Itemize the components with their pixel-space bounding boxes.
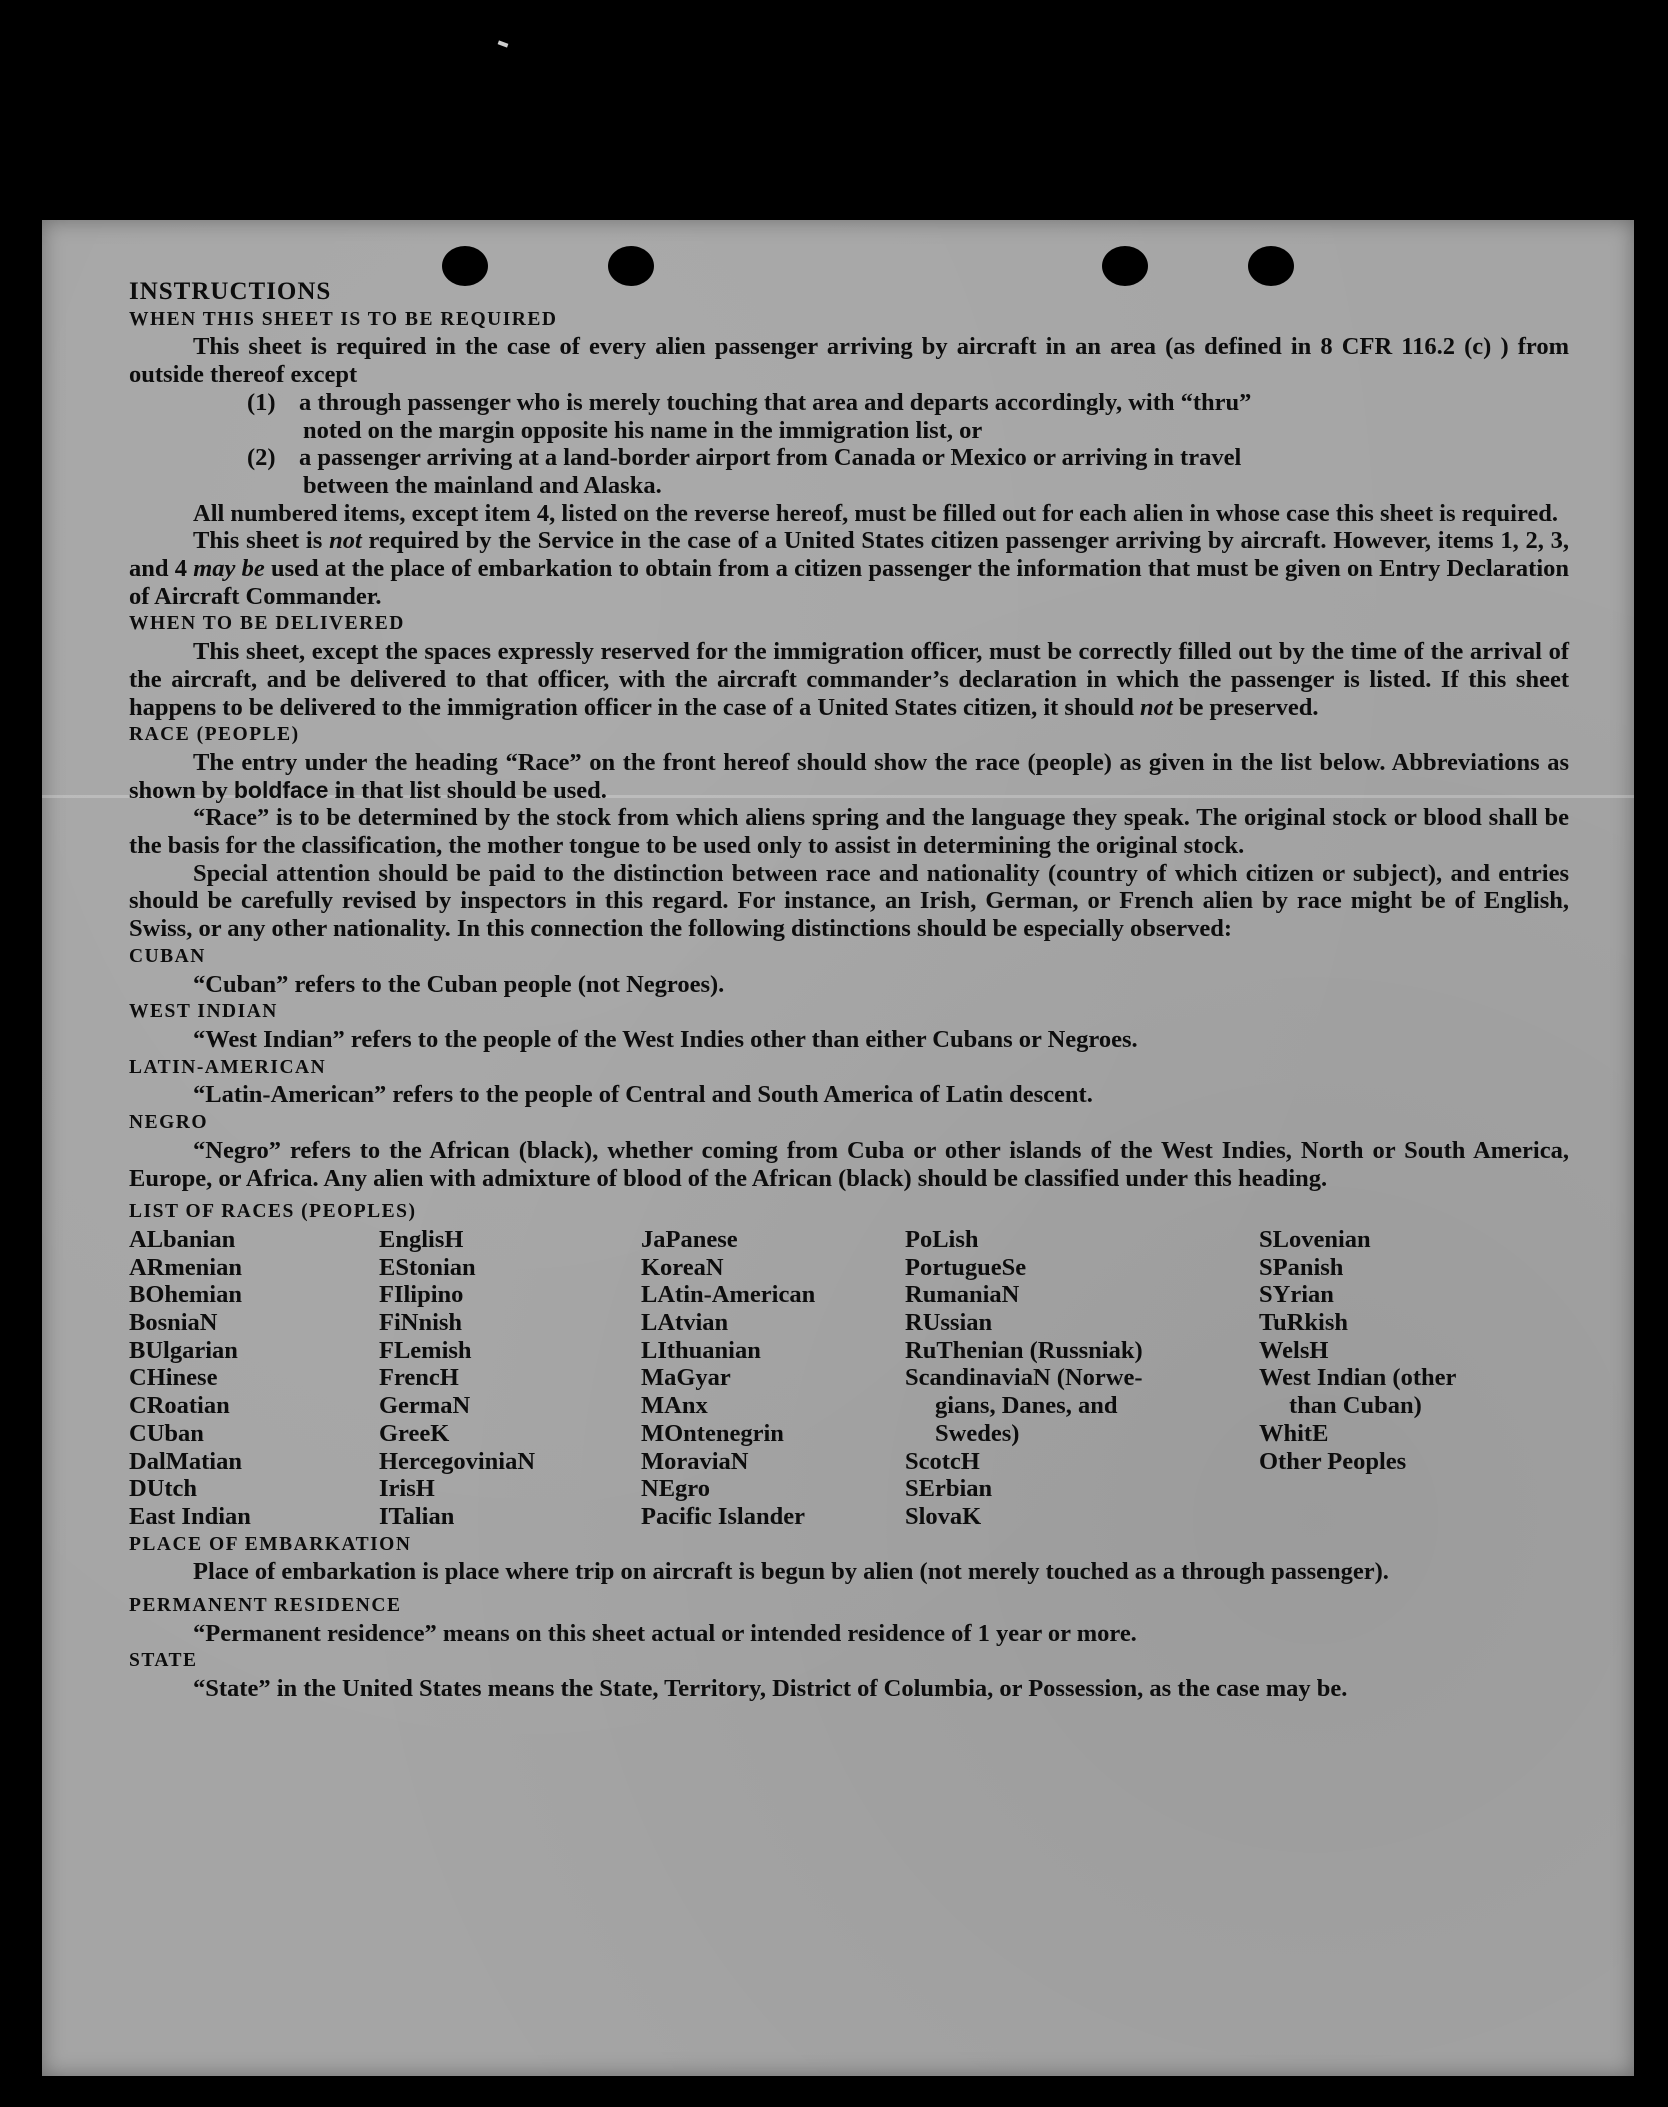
race-column	[905, 1226, 1259, 1531]
paragraph: All numbered items, except item 4, listed on the reverse hereof, must be filled out for each alien in whose case this sheet is required.	[193, 499, 1559, 527]
item-number: (1)	[247, 388, 276, 416]
race-item: LIthuanian	[641, 1336, 761, 1364]
text: be preserved.	[1172, 693, 1319, 721]
race-item: BosniaN	[129, 1309, 218, 1337]
race-item: NEgro	[641, 1475, 710, 1503]
numbered-item	[247, 444, 1569, 499]
race-item: RUssian	[905, 1309, 993, 1337]
paragraph: Special attention should be paid to the distinction between race and nationality (country of which citizen or subject), and entries should be carefully revised by inspectors in this regard. For instance, an Irish, German, or French alien by race might be of English, Swiss, or any other nationality. In this connection the following distinctions should be especially observed:	[129, 859, 1569, 943]
race-item: FiNnish	[379, 1309, 463, 1337]
race-item: SPanish	[1259, 1253, 1344, 1281]
race-item: SLovenian	[1259, 1225, 1371, 1253]
race-item: gians, Danes, and	[935, 1392, 1118, 1420]
race-item: WelsH	[1259, 1336, 1329, 1364]
race-column	[379, 1226, 641, 1531]
race-item: Pacific Islander	[641, 1502, 805, 1530]
race-item: ScotcH	[905, 1447, 980, 1475]
document-sheet	[42, 220, 1634, 2076]
race-item: DUtch	[129, 1475, 198, 1503]
paragraph: “Negro” refers to the African (black), whether coming from Cuba or other islands of the West Indies, North or South America, Europe, or Africa. Any alien with admixture of blood of the African (black) should be classified under this heading.	[129, 1136, 1569, 1192]
race-item: than Cuban)	[1289, 1392, 1422, 1420]
section-heading-negro: NEGRO	[129, 1112, 209, 1134]
race-item: ARmenian	[129, 1253, 242, 1281]
race-item: FrencH	[379, 1364, 459, 1392]
race-item: RumaniaN	[905, 1281, 1020, 1309]
race-item: East Indian	[129, 1502, 251, 1530]
race-item: IrisH	[379, 1475, 435, 1503]
race-item: LAtvian	[641, 1309, 729, 1337]
item-text: a passenger arriving at a land-border airport from Canada or Mexico or arriving in travel	[299, 444, 1242, 472]
paragraph: This sheet is required in the case of every alien passenger arriving by aircraft in an area (as defined in 8 CFR 116.2 (c) ) from outside thereof except	[129, 333, 1569, 389]
race-item: FLemish	[379, 1336, 472, 1364]
race-item: KoreaN	[641, 1253, 724, 1281]
emphasis: may be	[193, 555, 265, 583]
numbered-item	[247, 389, 1569, 444]
section-heading-list-of-races: LIST OF RACES (PEOPLES)	[129, 1201, 417, 1223]
race-column	[641, 1226, 905, 1531]
section-heading-race: RACE (PEOPLE)	[129, 724, 300, 746]
paragraph	[129, 527, 1569, 610]
item-text: a through passenger who is merely touching that area and departs accordingly, with “thru”	[299, 388, 1252, 416]
race-item: HercegoviniaN	[379, 1447, 536, 1475]
race-item: RuThenian (Russniak)	[905, 1336, 1143, 1364]
race-item: EStonian	[379, 1253, 476, 1281]
paragraph: “West Indian” refers to the people of the West Indies other than either Cubans or Negroes.	[193, 1025, 1138, 1053]
paragraph: “State” in the United States means the State, Territory, District of Columbia, or Possession, as the case may be.	[193, 1675, 1348, 1703]
text: in that list should be used.	[328, 776, 607, 804]
paragraph: “Permanent residence” means on this sheet actual or intended residence of 1 year or more.	[193, 1619, 1137, 1647]
race-item: ITalian	[379, 1502, 455, 1530]
text: This sheet, except the spaces expressly reserved for the immigration officer, must be correctly filled out by the time of the arrival of the aircraft, and be delivered to that officer, with the aircraft commander’s declaration in which the passenger is listed. If this sheet happens to be delivered to the immigration officer in the case of a United States citizen, it should	[129, 638, 1569, 721]
paragraph: “Race” is to be determined by the stock from which aliens spring and the language they speak. The original stock or blood shall be the basis for the classification, the mother tongue to be used only to assist in determining the original stock.	[129, 804, 1569, 860]
race-item: DalMatian	[129, 1447, 242, 1475]
race-item: SlovaK	[905, 1502, 982, 1530]
race-item: MaGyar	[641, 1364, 731, 1392]
boldface-word: boldface	[233, 776, 329, 803]
race-item: ALbanian	[129, 1225, 236, 1253]
section-heading-latin-american: LATIN-AMERICAN	[129, 1056, 327, 1078]
race-list	[129, 1226, 1569, 1531]
paragraph: “Cuban” refers to the Cuban people (not Negroes).	[193, 970, 725, 998]
section-heading-residence: PERMANENT RESIDENCE	[129, 1595, 402, 1617]
section-heading-delivered: WHEN TO BE DELIVERED	[129, 613, 405, 635]
page-title: INSTRUCTIONS	[129, 278, 332, 305]
race-item: PoLish	[905, 1225, 979, 1253]
section-heading-cuban: CUBAN	[129, 945, 206, 967]
paragraph	[129, 638, 1569, 721]
race-item: MAnx	[641, 1392, 708, 1420]
race-item: MOntenegrin	[641, 1419, 784, 1447]
scan-speck	[498, 40, 509, 47]
race-item: SErbian	[905, 1475, 993, 1503]
race-item: WhitE	[1259, 1419, 1329, 1447]
item-text: between the mainland and Alaska.	[303, 471, 662, 499]
text: This sheet is	[193, 527, 330, 555]
race-item: BUlgarian	[129, 1336, 238, 1364]
race-item: FIlipino	[379, 1281, 464, 1309]
race-item: LAtin-American	[641, 1281, 816, 1309]
race-item: West Indian (other	[1259, 1364, 1457, 1392]
race-item: GermaN	[379, 1392, 471, 1420]
race-item: JaPanese	[641, 1225, 738, 1253]
race-item: TuRkish	[1259, 1309, 1349, 1337]
emphasis: not	[329, 527, 362, 555]
race-item: Swedes)	[935, 1419, 1020, 1447]
section-heading-west-indian: WEST INDIAN	[129, 1001, 278, 1023]
emphasis: not	[1140, 693, 1173, 721]
race-item: CRoatian	[129, 1392, 230, 1420]
race-item: SYrian	[1259, 1281, 1334, 1309]
instructions-content	[129, 278, 1569, 1703]
text: required by the Service in the case of a United States citizen passenger arriving by aircraft. However, items 1, 2, 3, and 4	[129, 527, 1570, 583]
race-item: Other Peoples	[1259, 1447, 1407, 1475]
paragraph: Place of embarkation is place where trip on aircraft is begun by alien (not merely touched as a through passenger).	[193, 1558, 1389, 1586]
text: The entry under the heading “Race” on the front hereof should show the race (people) as given in the list below. Abbreviations as shown by	[129, 748, 1569, 804]
race-column	[129, 1226, 379, 1531]
text: used at the place of embarkation to obtain from a citizen passenger the information that must be given on Entry Declaration of Aircraft Commander.	[129, 555, 1569, 610]
race-item: MoraviaN	[641, 1447, 749, 1475]
item-number: (2)	[247, 444, 276, 472]
section-heading-state: STATE	[129, 1650, 198, 1672]
race-item: ScandinaviaN (Norwe-	[905, 1364, 1143, 1392]
section-heading-required: WHEN THIS SHEET IS TO BE REQUIRED	[129, 308, 558, 330]
race-item: EnglisH	[379, 1225, 464, 1253]
race-item: PortugueSe	[905, 1253, 1027, 1281]
paragraph	[129, 749, 1569, 804]
section-heading-embarkation: PLACE OF EMBARKATION	[129, 1533, 412, 1555]
race-item: BOhemian	[129, 1281, 242, 1309]
item-text: noted on the margin opposite his name in the immigration list, or	[303, 416, 983, 444]
race-item: GreeK	[379, 1419, 450, 1447]
race-item: CHinese	[129, 1364, 218, 1392]
paragraph: “Latin-American” refers to the people of Central and South America of Latin descent.	[193, 1081, 1093, 1109]
race-column	[1259, 1226, 1569, 1531]
race-item: CUban	[129, 1419, 204, 1447]
